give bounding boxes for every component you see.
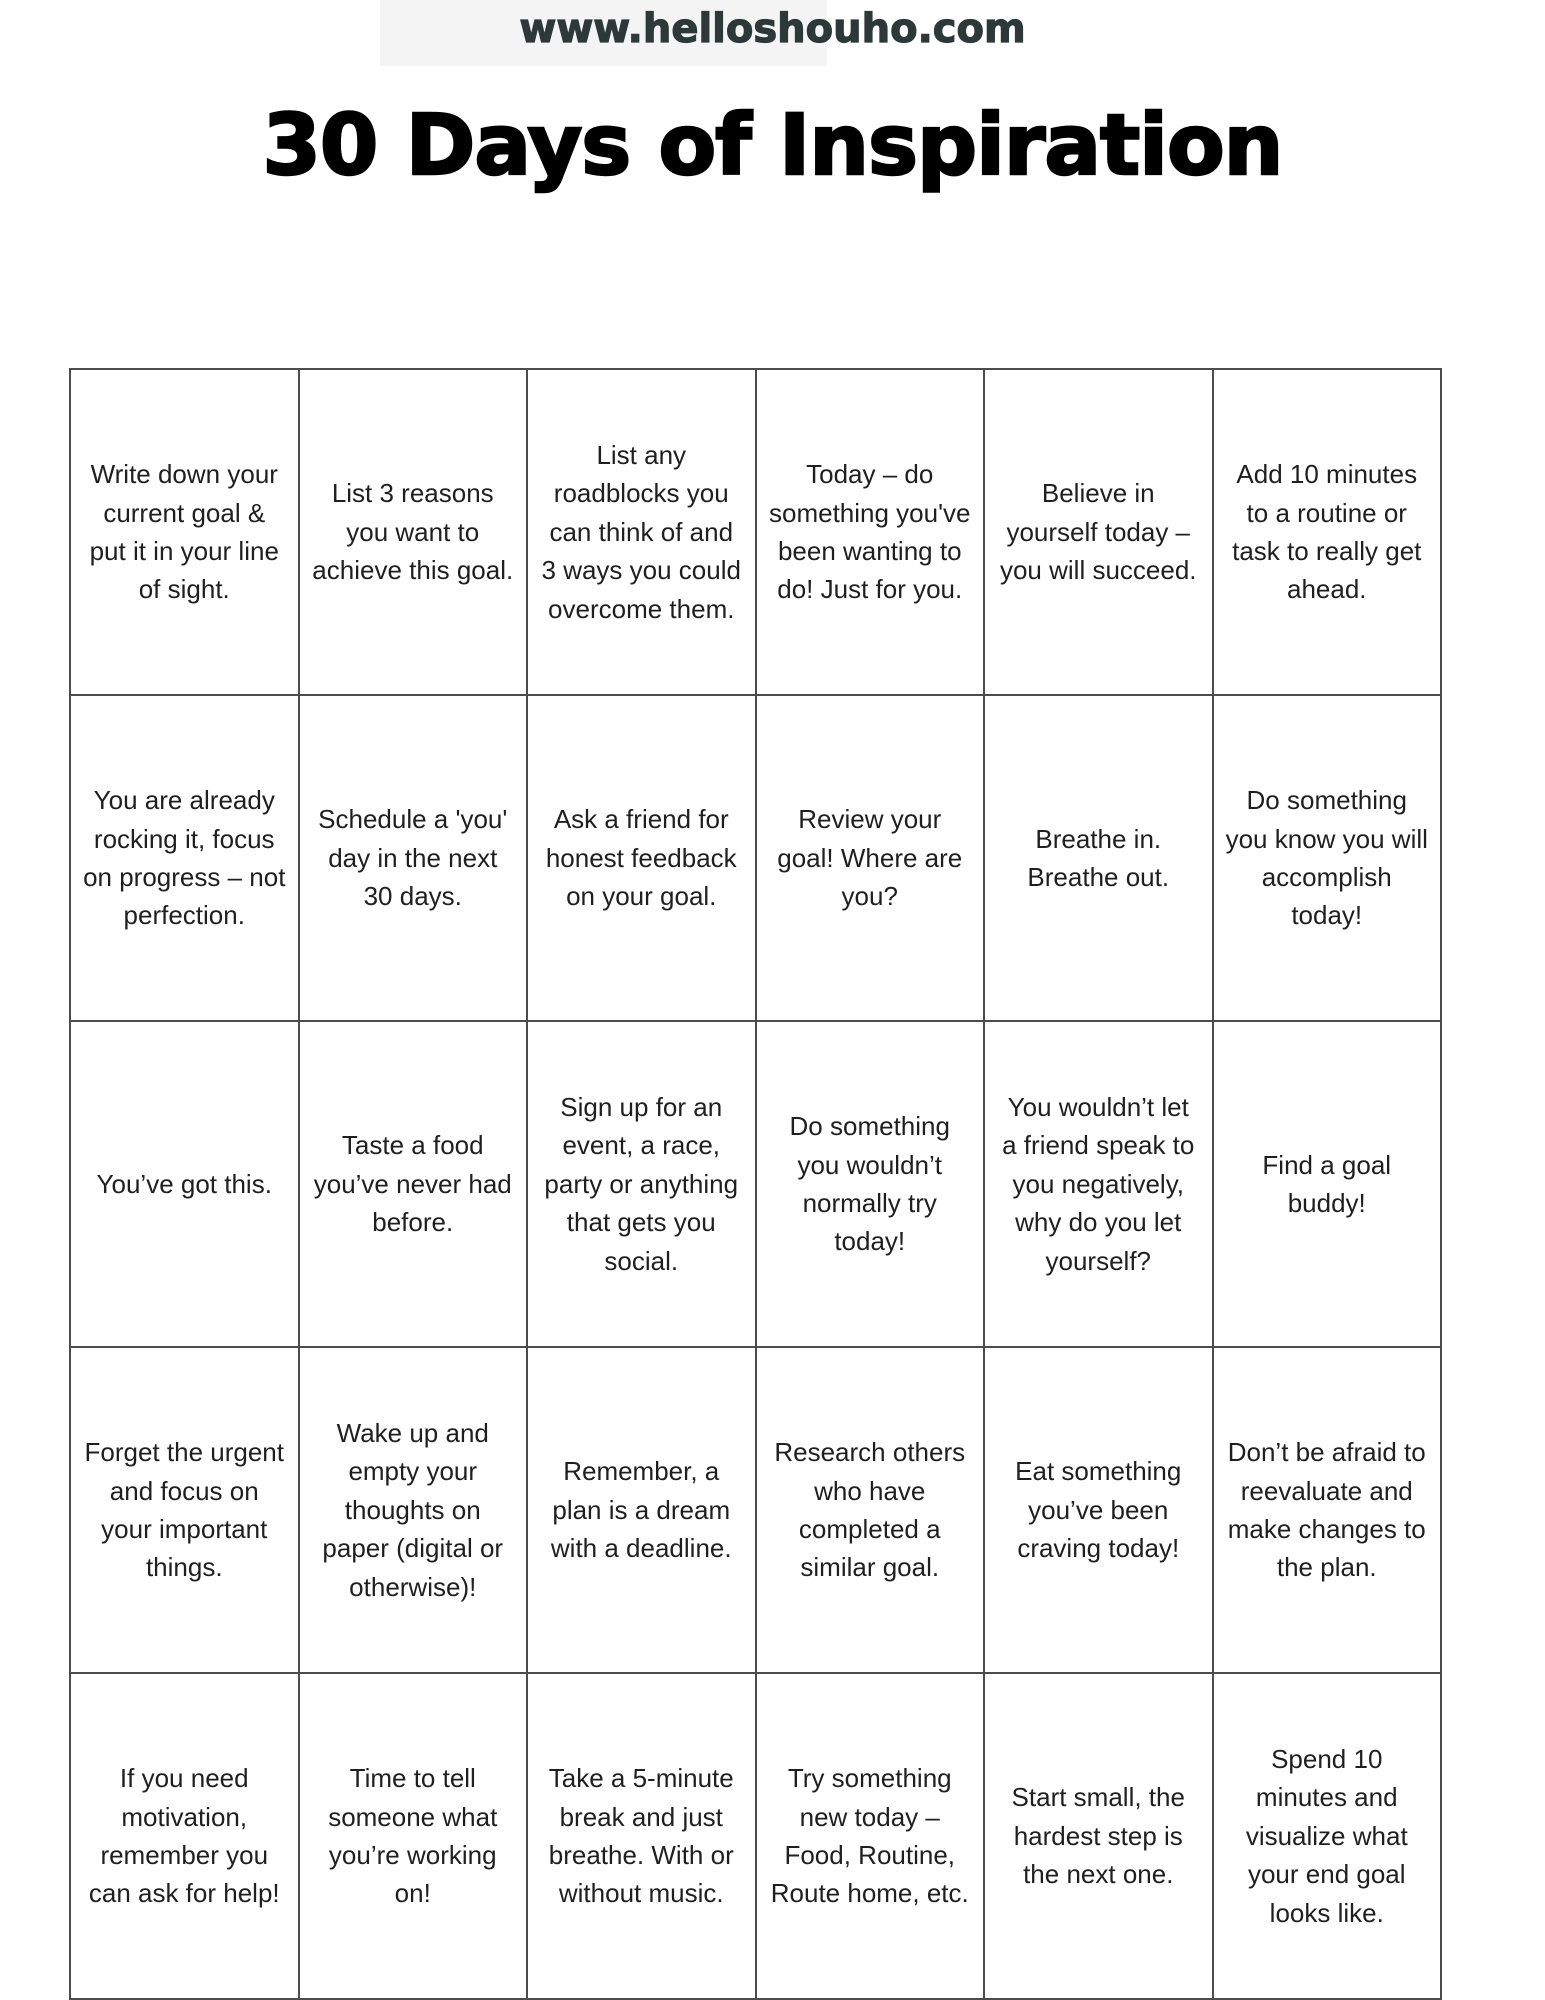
grid-row-4 — [70, 1347, 1441, 1673]
grid-cell-r1c6: Add 10 minutes to a routine or task to really get ahead. — [1213, 369, 1442, 695]
grid-cell-r4c3: Remember, a plan is a dream with a deadline. — [527, 1347, 756, 1673]
grid-cell-r4c2: Wake up and empty your thoughts on paper (digital or otherwise)! — [299, 1347, 528, 1673]
page-title: 30 Days of Inspiration — [262, 96, 1283, 194]
grid-cell-r5c4: Try something new today – Food, Routine, Route home, etc. — [756, 1673, 985, 1999]
grid-cell-r3c2: Taste a food you’ve never had before. — [299, 1021, 528, 1347]
grid-cell-r5c2: Time to tell someone what you’re working on! — [299, 1673, 528, 1999]
grid-cell-r1c4: Today – do something you've been wanting to do! Just for you. — [756, 369, 985, 695]
grid-cell-r2c4: Review your goal! Where are you? — [756, 695, 985, 1021]
grid-cell-r4c6: Don’t be afraid to reevaluate and make changes to the plan. — [1213, 1347, 1442, 1673]
grid-row-1 — [70, 369, 1441, 695]
grid-cell-r2c6: Do something you know you will accomplish today! — [1213, 695, 1442, 1021]
grid-cell-r3c5: You wouldn’t let a friend speak to you negatively, why do you let yourself? — [984, 1021, 1213, 1347]
grid-cell-r5c1: If you need motivation, remember you can ask for help! — [70, 1673, 299, 1999]
grid-cell-r2c5: Breathe in. Breathe out. — [984, 695, 1213, 1021]
grid-cell-r4c1: Forget the urgent and focus on your important things. — [70, 1347, 299, 1673]
grid-cell-r1c2: List 3 reasons you want to achieve this goal. — [299, 369, 528, 695]
grid-cell-r1c3: List any roadblocks you can think of and 3 ways you could overcome them. — [527, 369, 756, 695]
grid-row-5 — [70, 1673, 1441, 1999]
grid-cell-r1c5: Believe in yourself today – you will succeed. — [984, 369, 1213, 695]
grid-cell-r2c3: Ask a friend for honest feedback on your goal. — [527, 695, 756, 1021]
grid-cell-r5c6: Spend 10 minutes and visualize what your end goal looks like. — [1213, 1673, 1442, 1999]
site-url: www.helloshouho.com — [519, 6, 1026, 52]
grid-cell-r3c1: You’ve got this. — [70, 1021, 299, 1347]
grid-cell-r1c1: Write down your current goal & put it in your line of sight. — [70, 369, 299, 695]
grid-row-3 — [70, 1021, 1441, 1347]
grid-cell-r2c2: Schedule a 'you' day in the next 30 days. — [299, 695, 528, 1021]
grid-cell-r5c5: Start small, the hardest step is the next one. — [984, 1673, 1213, 1999]
grid-cell-r3c6: Find a goal buddy! — [1213, 1021, 1442, 1347]
grid-row-2 — [70, 695, 1441, 1021]
grid-cell-r3c4: Do something you wouldn’t normally try today! — [756, 1021, 985, 1347]
grid-cell-r3c3: Sign up for an event, a race, party or anything that gets you social. — [527, 1021, 756, 1347]
grid-cell-r5c3: Take a 5-minute break and just breathe. With or without music. — [527, 1673, 756, 1999]
grid-cell-r2c1: You are already rocking it, focus on progress – not perfection. — [70, 695, 299, 1021]
inspiration-grid — [69, 368, 1442, 2000]
grid-cell-r4c4: Research others who have completed a similar goal. — [756, 1347, 985, 1673]
grid-cell-r4c5: Eat something you’ve been craving today! — [984, 1347, 1213, 1673]
